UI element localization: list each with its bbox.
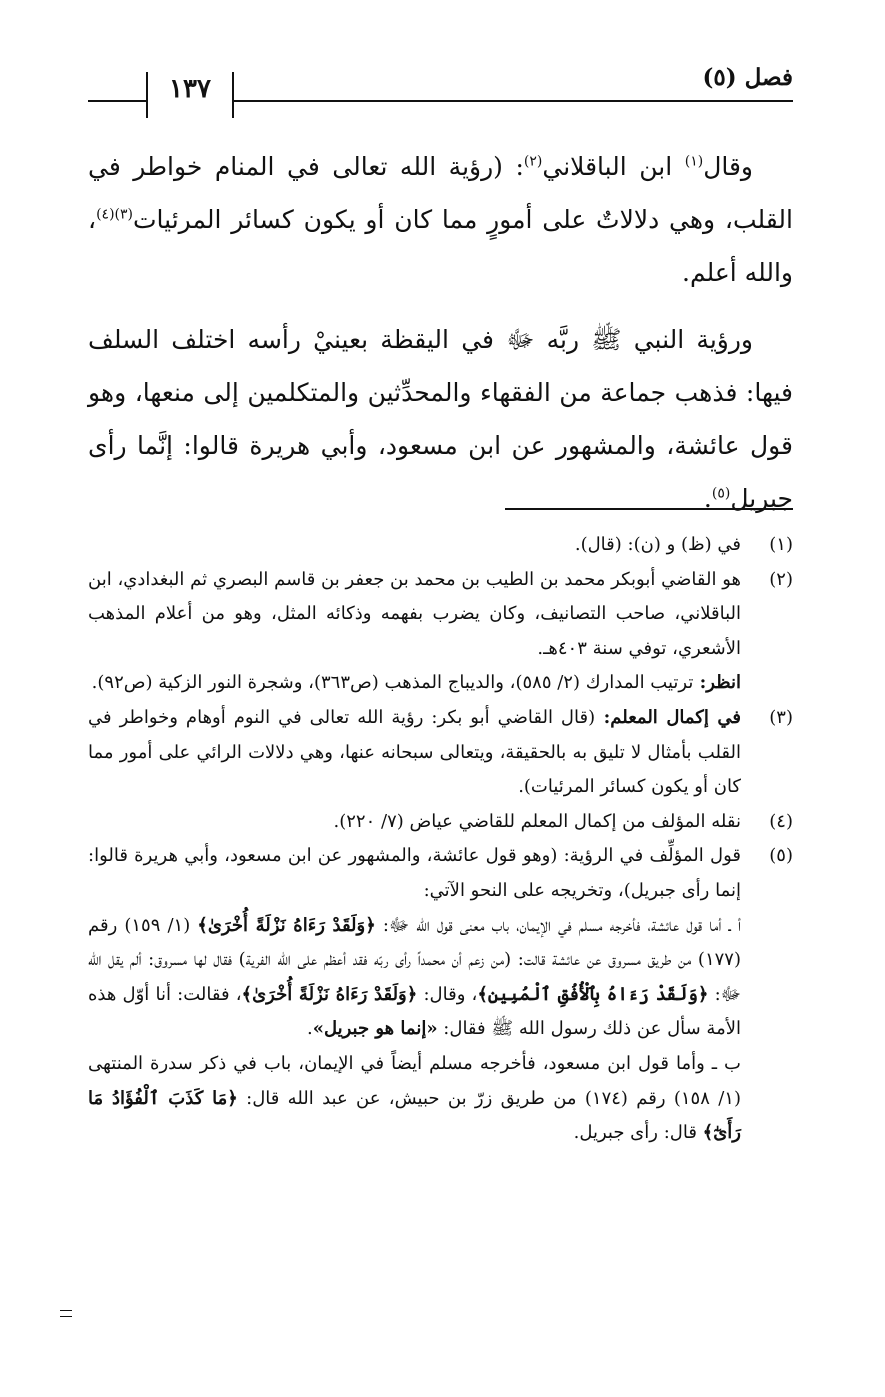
text-run: ورؤية النبي ﷺ ربَّه ﷻ في اليقظة بعينيْ رأسه اختلف السلف فيها: فذهب جماعة من الفقهاء والمحدِّثين والمتكلمين إلى منعها، وهو قول عائشة، والمشهور عن ابن مسعود، وأبي هريرة قالوا: إنَّما رأى جبريل	[88, 325, 793, 513]
emphasis-text: ﴿وَلَقَدْ رَءَاهُ بِٱلْأُفُقِ ٱلْمُبِينِ﴾	[477, 983, 709, 1005]
footnote-line	[88, 528, 741, 563]
footnote	[88, 528, 793, 563]
page-number: ١٣٧	[169, 74, 211, 104]
footnote-number: (٤)	[769, 810, 793, 832]
text-run: قال: رأى جبريل.	[573, 1122, 703, 1144]
text-run: ترتيب المدارك (٢/ ٥٨٥)، والديباج المذهب (ص٣٦٣)، وشجرة النور الزكية (ص٩٢).	[91, 672, 694, 694]
footnote-line	[88, 1047, 741, 1151]
footnote	[88, 701, 793, 805]
footnote-number: (٣)	[769, 706, 793, 728]
footnote-line	[88, 563, 741, 667]
text-run: ، وقال:	[417, 983, 478, 1005]
emphasis-text: «إنما هو جبريل»	[312, 1018, 438, 1040]
footnote-separator	[505, 508, 793, 510]
footnote-line	[88, 666, 741, 701]
text-run: (قال القاضي أبو بكر: رؤية الله تعالى في النوم أوهام وخواطر في القلب بأمثال لا تليق به بالحقيقة، ويتعالى سبحانه عنها، وهي دلالات الرائي على أمور مما كان أو يكون كسائر المرئيات).	[88, 706, 741, 798]
footnote-line	[88, 839, 741, 908]
text-run: أ ـ أما قول عائشة، فأخرجه مسلم في الإيمان، باب معنى قول الله ﷻ:	[375, 914, 741, 936]
text-run: : (رؤية الله تعالى في المنام خواطر في القلب، وهي دلالاتٌ على أمورٍ مما كان أو يكون كسائر المرئيات	[88, 152, 793, 234]
footnote-ref: (١)	[684, 153, 704, 170]
text-run: .	[703, 484, 712, 513]
emphasis-text: ﴿وَلَقَدْ رَءَاهُ نَزْلَةً أُخْرَىٰ﴾	[241, 983, 418, 1005]
text-run: هو القاضي أبوبكر محمد بن الطيب بن محمد بن جعفر بن قاسم البصري ثم البغدادي، ابن الباقلاني، صاحب التصانيف، وكان يضرب بفهمه وذكائه المثل، وهو من أعلام المذهب الأشعري، توفي سنة ٤٠٣هـ.	[88, 568, 741, 659]
text-run: .	[306, 1018, 313, 1040]
emphasis-text: ﴿وَلَقَدْ رَءَاهُ نَزْلَةً أُخْرَىٰ﴾	[197, 914, 376, 936]
footnote-number: (١)	[769, 534, 793, 555]
text-run: (١/ ١٥٩) رقم (١٧٧) من طريق مسروق عن عائشة قالت: (من زعم أن محمداً رأى ربّه فقد أعظم على الله الفرية) فقال لها مسروق: ألم يقل الله ﷻ:	[88, 914, 741, 1005]
emphasis-text: انظر:	[693, 672, 741, 694]
text-run: قول المؤلِّف في الرؤية: (وهو قول عائشة، والمشهور عن ابن مسعود، وأبي هريرة قالوا: إنما رأى جبريل)، وتخريجه على النحو الآتي:	[88, 845, 741, 901]
running-header	[88, 60, 793, 120]
text-run: ، والله أعلم.	[88, 205, 793, 287]
header-rule-short	[88, 100, 146, 102]
footnote-line	[88, 805, 741, 840]
text-run: وقال	[703, 152, 753, 181]
body-paragraph	[88, 140, 793, 299]
footnote-line	[88, 701, 741, 805]
text-run: في (ظ) و (ن): (قال).	[574, 534, 741, 555]
footnotes	[88, 528, 793, 1151]
footnote	[88, 839, 793, 1150]
footnote-ref: (٥)	[711, 485, 731, 502]
footnote	[88, 805, 793, 840]
footnote-number: (٢)	[769, 568, 793, 590]
emphasis-text: في إكمال المعلم:	[595, 706, 741, 728]
text-run: ابن الباقلاني	[542, 152, 685, 181]
header-rule	[232, 100, 793, 102]
margin-mark	[60, 1310, 72, 1317]
text-run: ب ـ وأما قول ابن مسعود، فأخرجه مسلم أيضاً في الإيمان، باب في ذكر سدرة المنتهى (١/ ١٥٨) رقم (١٧٤) من طريق زرّ بن حبيش، عن عبد الله قال:	[88, 1052, 741, 1109]
page-number-bar-right	[232, 72, 234, 118]
emphasis-text: ﴿مَا كَذَبَ ٱلْفُؤَادُ مَا رَأَىٰٓ﴾	[88, 1087, 741, 1144]
chapter-title: فصل (٥)	[702, 64, 793, 91]
footnote-ref: (٣)(٤)	[96, 206, 134, 223]
text-run: نقله المؤلف من إكمال المعلم للقاضي عياض (٧/ ٢٢٠).	[333, 810, 741, 832]
footnote-line	[88, 909, 741, 1047]
body-paragraph	[88, 313, 793, 525]
text-run: ، فقالت: أنا أوّل هذه الأمة سأل عن ذلك رسول الله ﷺ فقال:	[88, 983, 741, 1040]
footnote	[88, 563, 793, 701]
footnote-ref: (٢)	[523, 153, 543, 170]
footnote-number: (٥)	[769, 845, 793, 867]
main-text	[88, 140, 793, 525]
